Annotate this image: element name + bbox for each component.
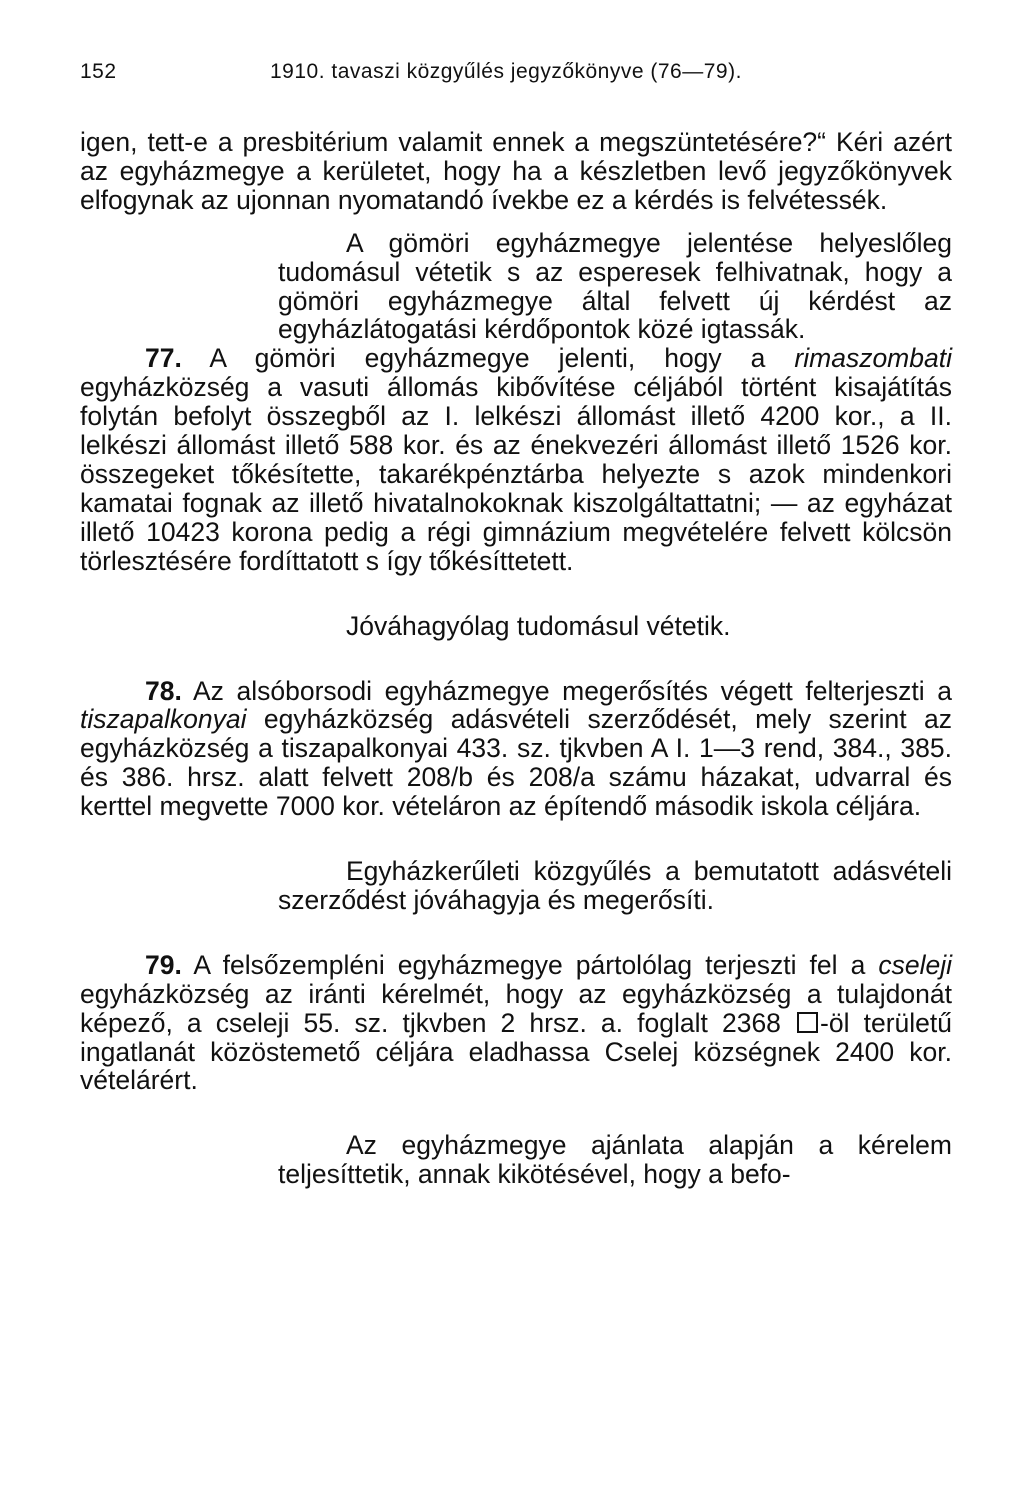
item-text: egyházközség az iránti kérelmét, hogy az egyházközség a tulajdonát képező, a cseleji 55. sz. tjkvben 2 hrsz. a. foglalt 2368 (80, 978, 952, 1038)
item-number: 79. (145, 949, 182, 980)
square-fathom-symbol-icon (797, 1012, 818, 1033)
running-head: 1910. tavaszi közgyűlés jegyzőkönyve (76—79). (270, 60, 742, 83)
item-text: egyházközség adásvételi szerződését, mely szerint az egyházközség a tiszapalkonyai 433. sz. tjkvben A I. 1—3 rend, 384., 385. és 386. hrsz. alatt felvett 208/b és 208/a számu házakat, udvarral és kerttel megvette 7000 kor. vételáron az építendő második iskola céljára. (80, 704, 952, 822)
body-text (80, 128, 952, 1189)
paragraph-continuation: igen, tett-e a presbitérium valamit ennek a megszüntetésére?“ Kéri azért az egyházmegye a kerületet, hogy ha a készletben levő jegyzőkönyvek elfogynak az ujonnan nyomatandó ívekbe ez a kérdés is felvétessék. (80, 127, 952, 215)
italic-place-name: cseleji (878, 949, 952, 980)
resolution-77: Jóváhagyólag tudomásul vétetik. (346, 610, 731, 641)
resolution-78: Egyházkerűleti közgyűlés a bemutatott adásvételi szerződést jóváhagyja és megerősíti. (278, 856, 952, 915)
item-text: Az alsóborsodi egyházmegye megerősítés végett felterjeszti a (181, 675, 952, 706)
resolution-76: A gömöri egyházmegye jelentése helyeslőleg tudomásul vétetik s az esperesek felhivatnak, hogy a gömöri egyházmegye által felvett új kérdést az egyházlátogatási kérdőpontok közé igtassák. (278, 227, 952, 345)
item-text: egyházközség a vasuti állomás kibővítése céljából történt kisajátítás folytán befolyt összegből az I. lelkészi állomást illető 4200 kor., a II. lelkészi állomást illető 588 kor. és az énekvezéri állomást illető 1526 kor. összegeket tőkésítette, takarékpénztárba helyezte s azok mindenkori kamatai fognak az illető hivatalnokoknak kiszolgáltattatni; — az egyházat illető 10423 korona pedig a régi gimnázium megvételére felvett kölcsön törlesztésére fordíttatott s így tőkésíttetett. (80, 372, 952, 576)
item-number: 78. (145, 675, 182, 706)
item-79 (80, 951, 952, 1096)
italic-place-name: rimaszombati (794, 343, 952, 374)
page-number: 152 (80, 60, 117, 83)
italic-place-name: tiszapalkonyai (80, 704, 247, 735)
document-page (80, 50, 952, 1480)
item-number: 77. (145, 343, 182, 374)
item-78 (80, 677, 952, 822)
item-text: A gömöri egyházmegye jelenti, hogy a (181, 343, 795, 374)
item-77 (80, 344, 952, 575)
item-text: A felsőzempléni egyházmegye pártolólag terjeszti fel a (181, 949, 879, 980)
item-text: -öl területű ingatlanát közöstemető céljára eladhassa Cselej községnek 2400 kor. vételárért. (80, 1007, 953, 1096)
resolution-79: Az egyházmegye ajánlata alapján a kérelem teljesíttetik, annak kikötésével, hogy a befo- (278, 1130, 952, 1190)
page-header (80, 50, 952, 90)
